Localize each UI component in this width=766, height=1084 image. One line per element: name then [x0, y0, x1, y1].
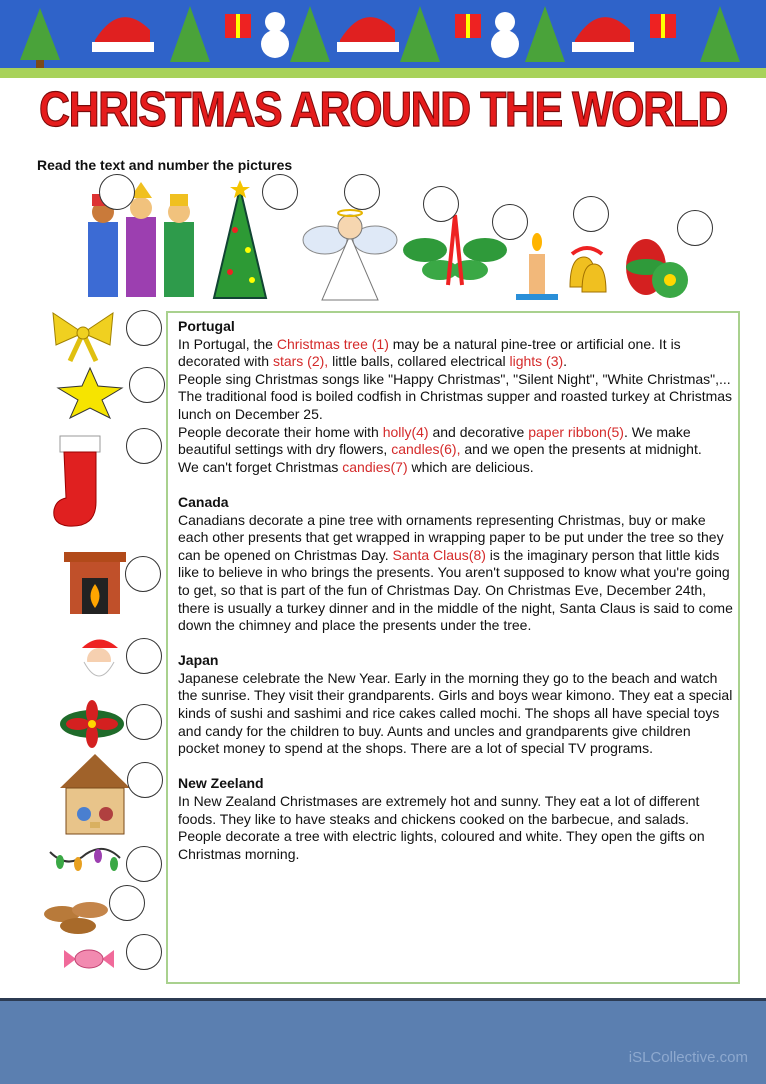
candy-icon	[62, 944, 116, 974]
section-heading: Japan	[178, 652, 219, 669]
nativity-icon	[58, 752, 132, 836]
highlighted-term: Christmas tree (1)	[276, 335, 389, 352]
answer-circle[interactable]	[126, 846, 162, 882]
highlighted-term: lights (3)	[509, 353, 564, 370]
section-heading: Canada	[178, 493, 229, 510]
answer-circle[interactable]	[126, 704, 162, 740]
text-run: We can't forget Christmas	[178, 458, 343, 475]
gift-icon	[225, 14, 251, 38]
answer-circle[interactable]	[126, 310, 162, 346]
text-run: Canadians decorate a pine tree with ornaments representing Christmas, buy or make each other presents that get wrapped in wrapping paper to be put under the tree so they can be opened on Christmas Day.	[178, 511, 724, 563]
text-run: little balls, collared electrical	[328, 353, 510, 370]
answer-circle[interactable]	[109, 885, 145, 921]
section-heading: Portugal	[178, 318, 235, 334]
section-paragraph	[178, 512, 734, 635]
footer-bar	[0, 998, 766, 1084]
answer-circle[interactable]	[127, 762, 163, 798]
highlighted-term: paper ribbon(5)	[528, 423, 624, 440]
section-heading: New Zeeland	[178, 775, 264, 792]
highlighted-term: candles(6),	[391, 441, 461, 458]
christmas-lights-icon	[48, 842, 122, 876]
christmas-border-banner	[0, 0, 766, 78]
highlighted-term: candies(7)	[342, 458, 408, 475]
answer-circle[interactable]	[573, 196, 609, 232]
answer-circle[interactable]	[126, 638, 162, 674]
section-paragraph	[178, 336, 734, 477]
section-paragraph	[178, 670, 734, 758]
cookies-icon	[42, 896, 112, 936]
answer-circle[interactable]	[344, 174, 380, 210]
christmas-tree-icon	[210, 180, 270, 305]
star-icon	[54, 366, 126, 420]
bells-icon	[562, 242, 612, 304]
section-paragraph	[178, 793, 734, 863]
text-run: . We make beautiful settings with dry flowers,	[178, 423, 691, 458]
text-run: People sing Christmas songs like "Happy Christmas", "Silent Night", "White Christmas",...	[178, 370, 731, 387]
answer-circle[interactable]	[492, 204, 528, 240]
angel-icon	[300, 205, 400, 303]
answer-circle[interactable]	[126, 934, 162, 970]
fireplace-icon	[62, 548, 128, 616]
highlighted-term: Santa Claus(8)	[392, 546, 486, 563]
text-run: In New Zealand Christmases are extremely hot and sunny. They eat a lot of different foods. They like to have steaks and chickens cooked on the barbecue, and salads. People decorate a tree with electric lights, coloured and white. They open the gifts on Christmas morning.	[178, 793, 705, 862]
santa-claus-icon	[72, 630, 126, 684]
answer-circle[interactable]	[125, 556, 161, 592]
highlighted-term: holly(4)	[382, 423, 429, 440]
ribbon-bow-icon	[48, 305, 118, 363]
christmas-pattern-icon	[0, 0, 766, 78]
instruction-text: Read the text and number the pictures	[37, 157, 293, 173]
watermark: iSLCollective.com	[628, 1049, 748, 1066]
answer-circle[interactable]	[262, 174, 298, 210]
answer-circle[interactable]	[99, 174, 135, 210]
candle-icon	[512, 232, 562, 304]
answer-circle[interactable]	[423, 186, 459, 222]
answer-circle[interactable]	[129, 367, 165, 403]
reading-text	[178, 318, 734, 881]
text-run: .	[563, 353, 568, 370]
poinsettia-icon	[58, 698, 126, 750]
text-run: is the imaginary person that little kids like to believe in who brings the presents. You aren't supposed to know what you're going to get, so that is part of the fun of Christmas Day. On Christmas Eve, December 24th, there is usually a turkey dinner and in the middle of the night, Santa Claus is said to come down the chimney and place the presents under the tree.	[178, 546, 733, 634]
gift-icon	[650, 14, 676, 38]
gift-icon	[455, 14, 481, 38]
text-run: may be a natural pine-tree or artificial one. It is decorated with	[178, 335, 681, 370]
text-run: People decorate their home with	[178, 423, 383, 440]
text-run: which are delicious.	[407, 458, 534, 475]
answer-circle[interactable]	[677, 210, 713, 246]
text-run: and we open the presents at midnight.	[460, 441, 702, 458]
text-run: Japanese celebrate the New Year. Early in the morning they go to the beach and watch the sunrise. They visit their grandparents. Girls and boys wear kimono. They eat a special kinds of sushi and sashimi and rice cakes called mochi. The shops all have special toys and candy for the children to buy. Aunts and uncles and grandparents give children pocket money to spend at the shops. There are a lot of special TV programs.	[178, 669, 733, 757]
answer-circle[interactable]	[126, 428, 162, 464]
stocking-icon	[48, 432, 110, 532]
text-run: In Portugal, the	[178, 335, 277, 352]
highlighted-term: stars (2),	[272, 353, 329, 370]
text-run: and decorative	[428, 423, 529, 440]
page-title: CHRISTMAS AROUND THE WORLD	[39, 82, 727, 138]
text-run: The traditional food is boiled codfish in Christmas supper and roasted turkey at Christmas lunch on December 25.	[178, 388, 733, 422]
